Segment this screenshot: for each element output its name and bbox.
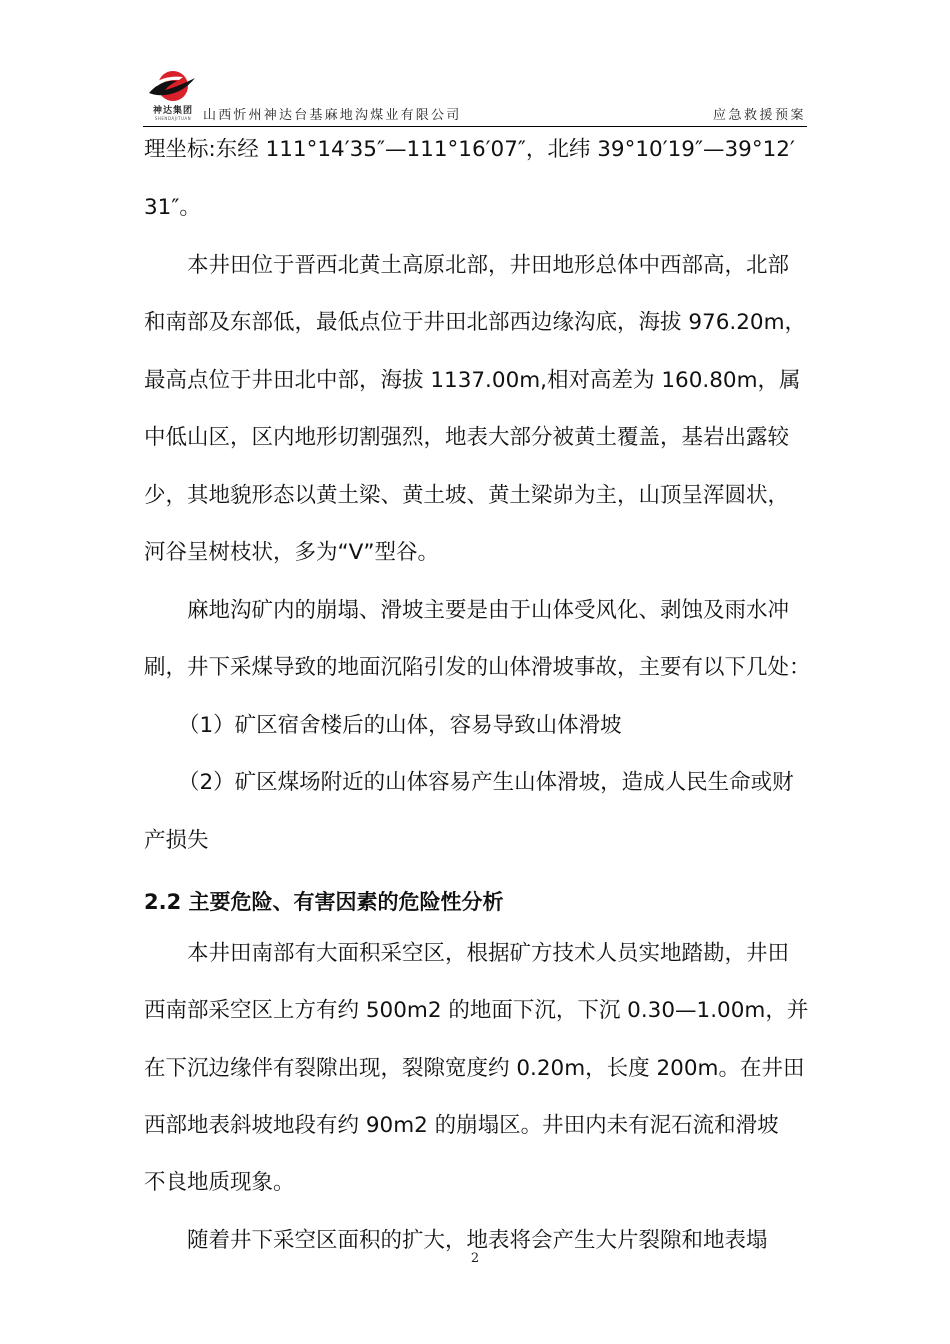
text-line: 和南部及东部低，最低点位于井田北部西边缘沟底，海拔 976.20m， <box>144 310 807 335</box>
paragraph-first-line: 本井田南部有大面积采空区，根据矿方技术人员实地踏勘，井田 <box>187 941 790 966</box>
text-line: 在下沉边缘伴有裂隙出现，裂隙宽度约 0.20m，长度 200m。在井田 <box>144 1056 805 1081</box>
logo-text-en: SHENDAJITUAN <box>154 116 192 121</box>
text-line: 最高点位于井田北中部，海拔 1137.00m,相对高差为 160.80m，属 <box>144 368 801 393</box>
paragraph-first-line: 本井田位于晋西北黄土高原北部，井田地形总体中西部高，北部 <box>187 253 790 278</box>
text-line: 31″。 <box>144 195 201 220</box>
logo-text-cn: 神达集团 <box>152 106 193 116</box>
text-line: 不良地质现象。 <box>144 1170 295 1195</box>
text-line: 理坐标:东经 111°14′35″—111°16′07″，北纬 39°10′19″—39°12′ <box>144 137 795 162</box>
paragraph-first-line: 随着井下采空区面积的扩大，地表将会产生大片裂隙和地表塌 <box>187 1228 768 1253</box>
list-item: （2）矿区煤场附近的山体容易产生山体滑坡，造成人民生命或财 <box>178 770 794 795</box>
header-document-title: 应急救援预案 <box>712 108 806 123</box>
list-item: （1）矿区宿舍楼后的山体，容易导致山体滑坡 <box>178 713 622 738</box>
page-number: 2 <box>470 1251 480 1266</box>
header-company-name: 山西忻州神达台基麻地沟煤业有限公司 <box>203 108 462 123</box>
company-logo <box>143 67 203 121</box>
text-line: 刷，井下采煤导致的地面沉陷引发的山体滑坡事故，主要有以下几处： <box>144 655 811 680</box>
text-line: 河谷呈树枝状，多为“V”型谷。 <box>144 540 439 565</box>
text-line: 西南部采空区上方有约 500m2 的地面下沉，下沉 0.30—1.00m，并 <box>144 998 809 1023</box>
paragraph-first-line: 麻地沟矿内的崩塌、滑坡主要是由于山体受风化、剥蚀及雨水冲 <box>187 598 790 623</box>
header-divider <box>143 126 807 127</box>
company-logo-icon <box>143 67 203 107</box>
logo-caption <box>143 106 203 121</box>
text-line: 中低山区，区内地形切割强烈，地表大部分被黄土覆盖，基岩出露较 <box>144 425 790 450</box>
text-line: 产损失 <box>144 828 209 853</box>
text-line: 少，其地貌形态以黄土梁、黄土坡、黄土梁峁为主，山顶呈浑圆状， <box>144 483 790 508</box>
text-line: 西部地表斜坡地段有约 90m2 的崩塌区。井田内未有泥石流和滑坡 <box>144 1113 779 1138</box>
section-heading: 2.2 主要危险、有害因素的危险性分析 <box>144 890 504 914</box>
